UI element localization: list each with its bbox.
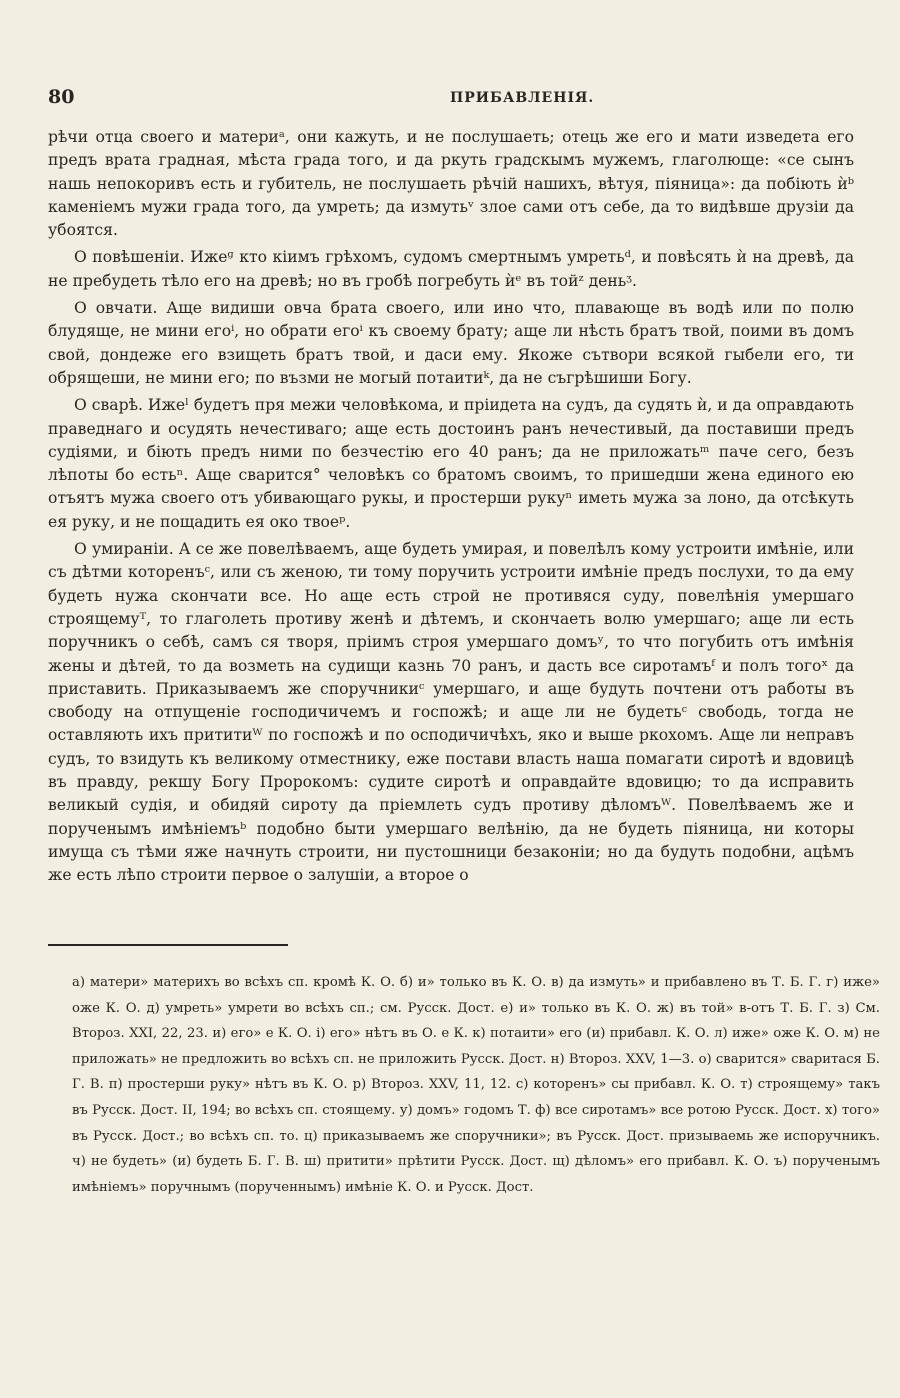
footnote-block: а) матери» материхъ во всѣхъ сп. кромѣ К. О. б) и» только въ К. О. в) да измуть» и прибавлено въ Т. Б. Г. г) иже» оже К. О. д) умреть» умрети во всѣхъ сп.; см. Русск. Дост. е) и» только въ К. О. ж) въ той» в-отъ Т. Б. Г. з) См. Второз. XXI, 22, 23. и) его» е К. О. і) его» нѣтъ въ О. е К. к) потаити» его (и) прибавл. К. О. л) иже» оже К. О. м) не приложать» не предложить во всѣхъ сп. не приложить Русск. Дост. н) Второз. XXV, 1—3. о) сварится» сваритася Б. Г. В. п) простерши руку» нѣтъ въ К. О. р) Второз. XXV, 11, 12. с) которенъ» сы прибавл. К. О. т) строящему» такъ въ Русск. Дост. II, 194; во всѣхъ сп. стоящему. у) домъ» годомъ Т. ф) все сиротамъ» все ротою Русск. Дост. х) того» въ Русск. Дост.; во всѣхъ сп. то. ц) приказываемъ же споручники»; въ Русск. Дост. призываемь же испоручникъ. ч) не будеть» (и) будеть Б. Г. В. ш) притити» прѣтити Русск. Дост. щ) дѣломъ» его прибавл. К. О. ъ) порученымъ имѣніемъ» поручнымъ (порученнымъ) имѣніе К. О. и Русск. Дост. — [72, 975, 880, 1195]
paragraph: О сварѣ. Ижеˡ будетъ пря межи человѣкома, и пріидета на судъ, да судять ѝ, и да оправдають праведнаго и осудять нечестиваго; аще есть достоинъ ранъ нечестивый, да поставиши предъ судіями, и біють предъ ними по безчестію его 40 ранъ; да не приложатьᵐ паче сего, безъ лѣпоты бо естьⁿ. Аще сварится° человѣкъ со братомъ своимъ, то пришедши жена единого ею отъятъ мужа своего отъ убивающаго рукы, и простерши рукуⁿ иметь мужа за лоно, да отсѣкуть ея руку, и не пощадить ея око твоеᵖ. — [48, 396, 854, 531]
footnotes — [72, 970, 880, 1200]
paragraph: рѣчи отца своего и материᵃ, они кажуть, и не послушаеть; отець же его и мати изведета его предъ врата градная, мѣста града того, и да ркуть градскымъ мужемъ, глаголюще: «се сынъ нашь непокоривъ есть и губитель, не послушаеть рѣчій нашихъ, вѣтуя, піяница»: да побіють ѝᵇ каменіемъ мужи града того, да умреть; да измутьᵛ злое сами отъ себе, да то видѣвше друзіи да убоятся. — [48, 128, 854, 240]
paragraph: О повѣшеніи. Ижеᵍ кто кіимъ грѣхомъ, судомъ смертнымъ умретьᵈ, и повѣсять ѝ на древѣ, да не пребудеть тѣло его на древѣ; но въ гробѣ погребуть ѝᵉ въ тойᶻ деньᶾ. — [48, 248, 854, 290]
main-text — [48, 126, 854, 888]
page-number: 80 — [48, 86, 75, 108]
running-title: ПРИБАВЛЕНІЯ. — [450, 90, 595, 106]
paragraph: О умираніи. А се же повелѣваемъ, аще будеть умирая, и повелѣлъ кому устроити имѣніе, или съ дѣтми которенъᶜ, или съ женою, ти тому поручить устроити имѣніе предъ послухи, то да ему будеть нужа скончати все. Но аще есть строй не противяся суду, повелѣнія умершаго строящемуᵀ, то глаголеть противу женѣ и дѣтемъ, и скончаеть волю умершаго; аще ли есть поручникъ о себѣ, самъ ся творя, пріимъ строя умершаго домъʸ, то что погубить отъ имѣнія жены и дѣтей, то да возметь на судищи казнь 70 ранъ, и дасть все сиротамъᶠ и полъ тогоˣ да приставить. Приказываемъ же споручникиᶜ умершаго, и аще будуть почтени отъ работы въ свободу на отпущеніе господичичемъ и госпожѣ; и аще ли не будетьᶜ свободь, тогда не оставляють ихъ прититиᵂ по госпожѣ и по осподичичѣхъ, яко и выше ркохомъ. Аще ли неправъ судъ, то взидуть къ великому отместнику, еже постави власть наша помагати сиротѣ и вдовицѣ въ правду, рекшу Богу Пророкомъ: судите сиротѣ и оправдайте вдовицю; то да исправить великый судія, и обидяй сироту да пріемлеть судъ противу дѣломъᵂ. Повелѣваемъ же и порученымъ имѣніемъᵇ подобно быти умершаго велѣнію, да не будеть піяница, ни которы имуща съ тѣми яже начнуть строити, ни пустошници безаконіи; но да будуть подобни, ацѣмъ же есть лѣпо строити первое о залушіи, а второе о — [48, 540, 854, 885]
footnote-divider — [48, 944, 288, 946]
page-header — [48, 86, 852, 116]
paragraph: О овчати. Аще видиши овча брата своего, или ино что, плавающе въ водѣ или по полю блудяще, не мини егоⁱ, но обрати егоⁱ къ своему брату; аще ли нѣсть братъ твой, поими въ домъ свой, дондеже его взищеть братъ твой, и даси ему. Якоже сътвори всякой гыбели его, ти обрящеши, не мини его; по възми не могый потаитиᵏ, да не съгрѣшиши Богу. — [48, 299, 854, 387]
